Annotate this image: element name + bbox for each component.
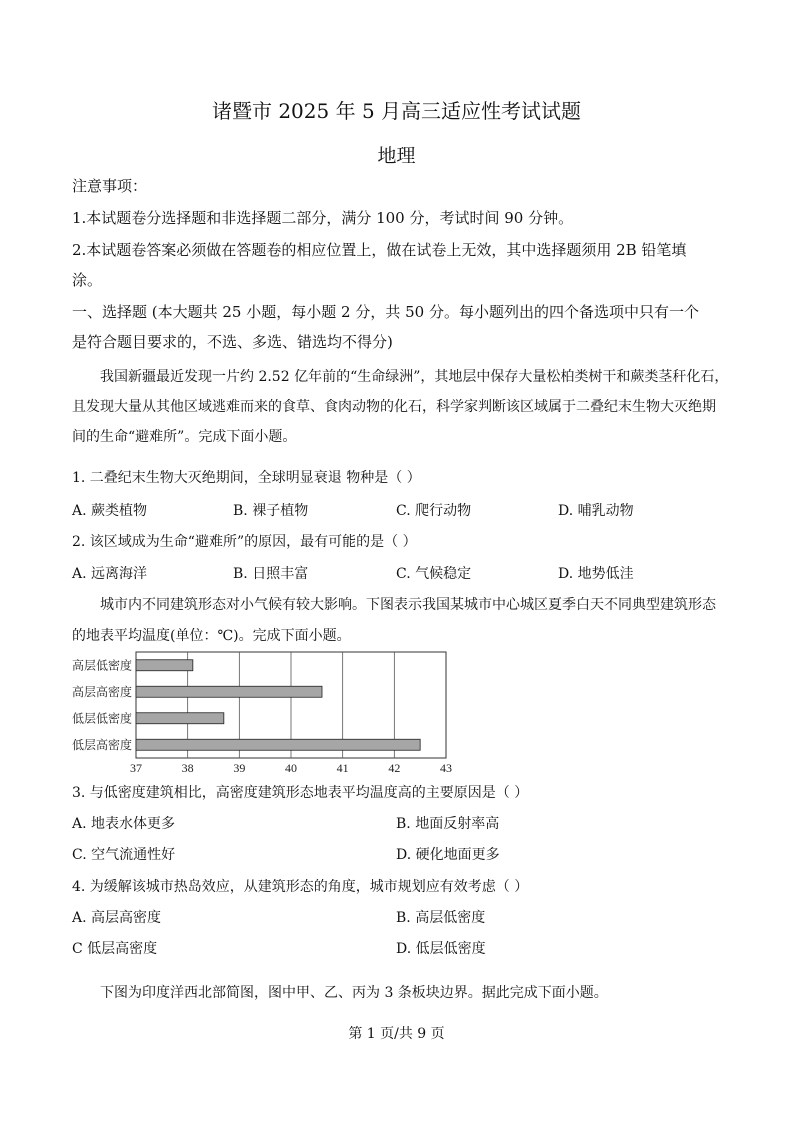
document-title: 诸暨市 2025 年 5 月高三适应性考试试题 xyxy=(211,99,582,123)
subject-title: 地理 xyxy=(377,145,416,167)
x-tick-label: 43 xyxy=(440,761,452,775)
page-footer: 第 1 页/共 9 页 xyxy=(348,1026,445,1042)
q1-stem: 1. 二叠纪末生物大灭绝期间，全球明显衰退 物种是（ ） xyxy=(72,470,421,486)
q3-option-b: B. 地面反射率高 xyxy=(396,816,500,832)
q3-option-c: C. 空气流通性好 xyxy=(72,847,176,863)
section-heading-line1: 一、选择题 (本大题共 25 小题，每小题 2 分，共 50 分。每小题列出的四个备选项中只有一个 xyxy=(72,303,699,321)
category-label: 低层低密度 xyxy=(71,711,132,726)
q4-option-c: C 低层高密度 xyxy=(72,941,158,957)
category-label: 低层高密度 xyxy=(71,737,132,752)
passage1-line3: 间的生命“避难所”。完成下面小题。 xyxy=(72,429,297,445)
q1-option-d: D. 哺乳动物 xyxy=(558,503,634,519)
x-tick-label: 41 xyxy=(336,761,349,775)
q1-option-b: B. 裸子植物 xyxy=(233,503,309,519)
notice-heading: 注意事项： xyxy=(72,177,148,195)
bar xyxy=(136,713,224,724)
bar xyxy=(136,686,322,697)
q1-option-c: C. 爬行动物 xyxy=(396,503,472,519)
passage1-line2: 且发现大量从其他区域逃难而来的食草、食肉动物的化石，科学家判断该区域属于二叠纪末生物大灭绝期 xyxy=(72,399,716,415)
notice-item-2-line2: 涂。 xyxy=(72,271,103,289)
x-tick-label: 37 xyxy=(130,761,142,775)
category-label: 高层低密度 xyxy=(71,658,132,673)
q2-stem: 2. 该区域成为生命“避难所”的原因，最有可能的是（ ） xyxy=(72,534,417,550)
passage3-line1: 下图为印度洋西北部简图，图中甲、乙、丙为 3 条板块边界。据此完成下面小题。 xyxy=(100,985,608,1001)
temperature-bar-chart xyxy=(60,648,460,776)
q2-option-c: C. 气候稳定 xyxy=(396,566,472,582)
chart-x-ticks xyxy=(130,761,452,775)
q3-stem: 3. 与低密度建筑相比，高密度建筑形态地表平均温度高的主要原因是（ ） xyxy=(72,785,529,801)
x-tick-label: 40 xyxy=(285,761,297,775)
chart-category-labels xyxy=(72,657,132,752)
q4-stem: 4. 为缓解该城市热岛效应，从建筑形态的角度，城市规划应有效考虑（ ） xyxy=(72,879,529,895)
passage1-line1: 我国新疆最近发现一片约 2.52 亿年前的“生命绿洲”，其地层中保存大量松柏类树干和蕨类茎秆化石， xyxy=(100,369,729,385)
section-heading-line2: 是符合题目要求的，不选、多选、错选均不得分) xyxy=(72,333,393,351)
q4-option-a: A. 高层高密度 xyxy=(72,910,162,926)
q1-option-a: A. 蕨类植物 xyxy=(72,503,148,519)
passage2-line2: 的地表平均温度(单位：℃)。完成下面小题。 xyxy=(72,628,351,644)
q4-option-b: B. 高层低密度 xyxy=(396,910,486,926)
bar xyxy=(136,739,420,750)
x-tick-label: 42 xyxy=(388,761,401,775)
q3-option-a: A. 地表水体更多 xyxy=(72,816,176,832)
notice-item-2-line1: 2.本试题卷答案必须做在答题卷的相应位置上，做在试卷上无效，其中选择题须用 2B 铅笔填 xyxy=(72,241,687,259)
q2-option-a: A. 远离海洋 xyxy=(72,566,148,582)
q4-option-d: D. 低层低密度 xyxy=(396,941,486,957)
x-tick-label: 38 xyxy=(181,761,194,775)
q2-option-b: B. 日照丰富 xyxy=(233,566,309,582)
x-tick-label: 39 xyxy=(233,761,246,775)
notice-item-1: 1.本试题卷分选择题和非选择题二部分，满分 100 分，考试时间 90 分钟。 xyxy=(72,209,574,227)
passage2-line1: 城市内不同建筑形态对小气候有较大影响。下图表示我国某城市中心城区夏季白天不同典型建筑形态 xyxy=(100,597,716,613)
q3-option-d: D. 硬化地面更多 xyxy=(396,847,500,863)
q2-option-d: D. 地势低洼 xyxy=(558,566,634,582)
category-label: 高层高密度 xyxy=(71,684,132,699)
bar xyxy=(136,660,193,671)
